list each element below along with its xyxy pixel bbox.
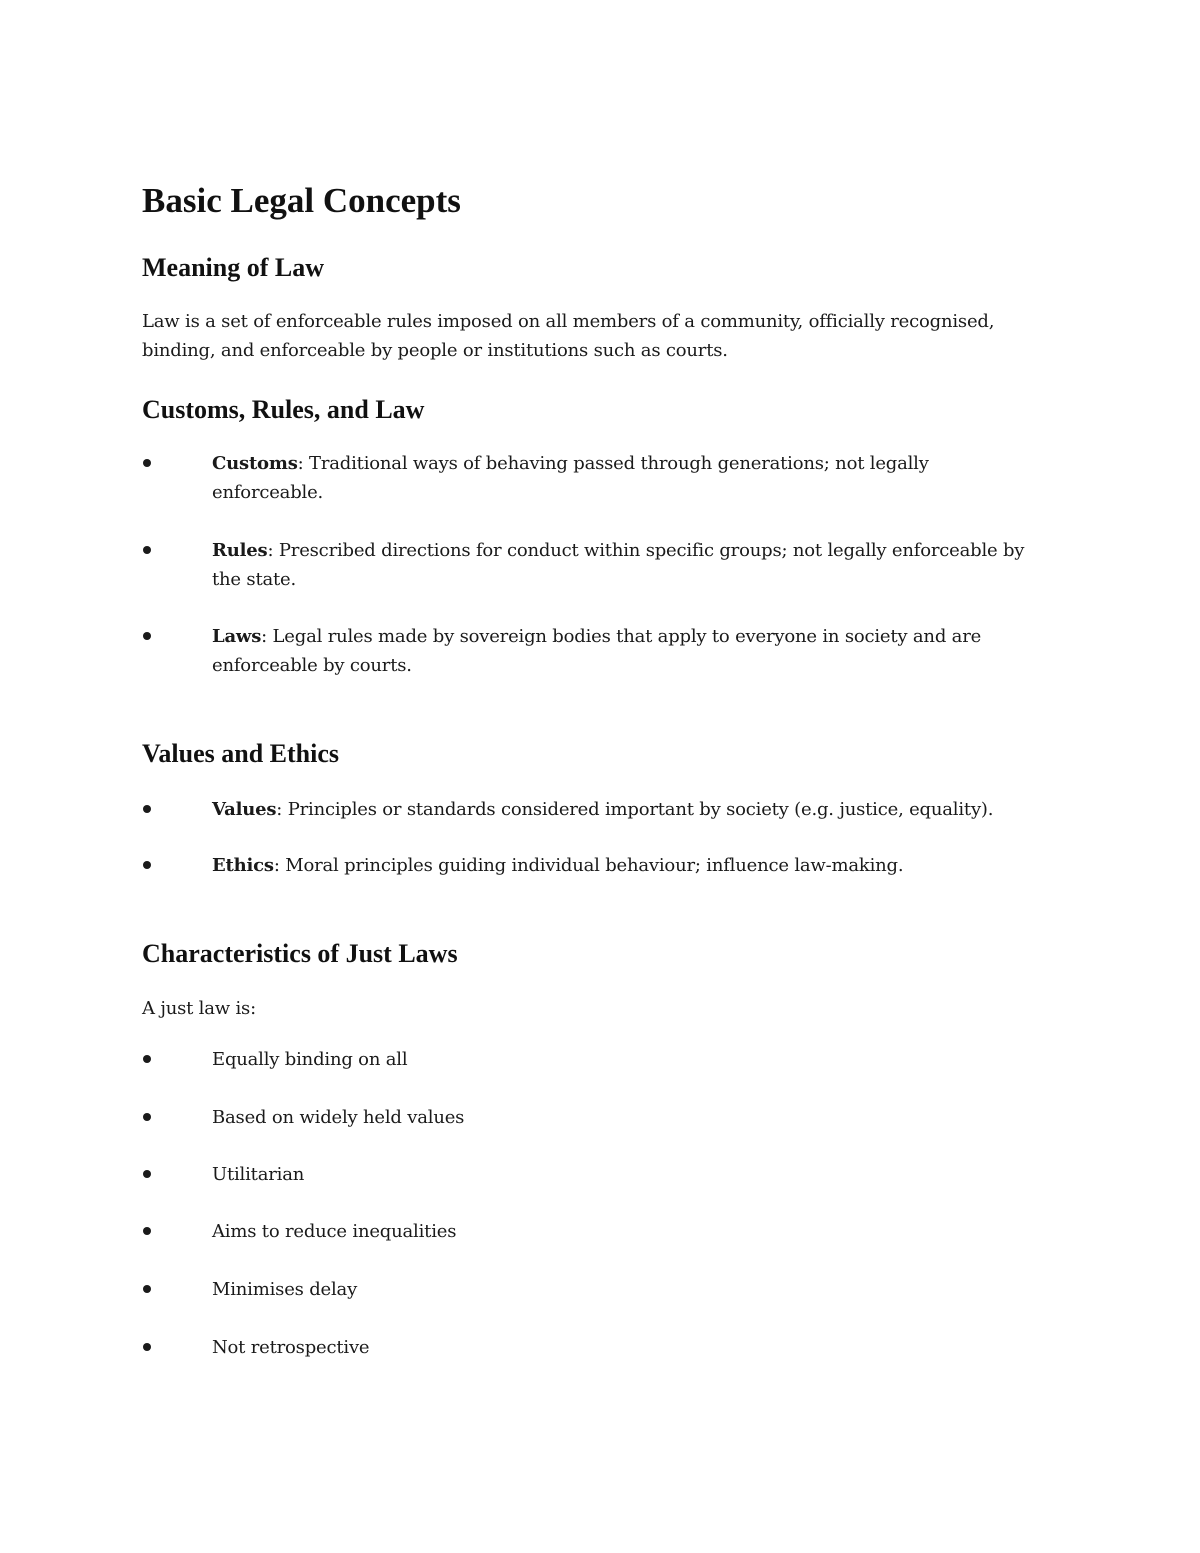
list-item: Equally binding on all bbox=[177, 1045, 1037, 1074]
section-heading-values-ethics: Values and Ethics bbox=[142, 739, 339, 768]
desc-ethics: Moral principles guiding individual behaviour; influence law-making. bbox=[279, 855, 904, 876]
desc-values: Principles or standards considered important by society (e.g. justice, equality). bbox=[282, 799, 994, 820]
term-laws: Laws bbox=[212, 626, 262, 647]
list-item-customs: Customs: Traditional ways of behaving passed through generations; not legally enforceable. bbox=[177, 449, 1037, 507]
list-item: Not retrospective bbox=[177, 1333, 1037, 1362]
list-item-values: Values: Principles or standards considered important by society (e.g. justice, equality). bbox=[177, 795, 1037, 824]
document-title: Basic Legal Concepts bbox=[142, 181, 461, 220]
desc-laws: Legal rules made by sovereign bodies that apply to everyone in society and are enforceable by courts. bbox=[212, 626, 982, 676]
bullet-icon bbox=[143, 1227, 151, 1235]
list-item: Aims to reduce inequalities bbox=[177, 1217, 1037, 1246]
term-ethics: Ethics bbox=[212, 855, 274, 876]
list-item: Utilitarian bbox=[177, 1160, 1037, 1189]
bullet-icon bbox=[143, 1343, 151, 1351]
section-heading-customs-rules-law: Customs, Rules, and Law bbox=[142, 395, 425, 424]
section-heading-just-laws: Characteristics of Just Laws bbox=[142, 939, 458, 968]
section-heading-meaning-of-law: Meaning of Law bbox=[142, 253, 324, 282]
bullet-icon bbox=[143, 546, 151, 554]
meaning-of-law-paragraph: Law is a set of enforceable rules imposed on all members of a community, officially recognised, binding, and enforceable by people or institutions such as courts. bbox=[142, 311, 995, 361]
list-item-laws: Laws: Legal rules made by sovereign bodies that apply to everyone in society and are enforceable by courts. bbox=[177, 622, 1037, 680]
bullet-icon bbox=[143, 805, 151, 813]
term-rules: Rules bbox=[212, 540, 268, 561]
list-item-rules: Rules: Prescribed directions for conduct within specific groups; not legally enforceable by the state. bbox=[177, 536, 1037, 594]
list-item-ethics: Ethics: Moral principles guiding individual behaviour; influence law-making. bbox=[177, 851, 1037, 880]
bullet-icon bbox=[143, 1170, 151, 1178]
term-values: Values bbox=[212, 799, 277, 820]
bullet-icon bbox=[143, 459, 151, 467]
bullet-icon bbox=[143, 1055, 151, 1063]
bullet-icon bbox=[143, 1113, 151, 1121]
bullet-icon bbox=[143, 1285, 151, 1293]
list-item: Based on widely held values bbox=[177, 1103, 1037, 1132]
just-laws-intro: A just law is: bbox=[142, 998, 256, 1019]
term-customs: Customs bbox=[212, 453, 298, 474]
bullet-icon bbox=[143, 632, 151, 640]
desc-rules: Prescribed directions for conduct within specific groups; not legally enforceable by the state. bbox=[212, 540, 1025, 590]
list-item: Minimises delay bbox=[177, 1275, 1037, 1304]
bullet-icon bbox=[143, 861, 151, 869]
desc-customs: Traditional ways of behaving passed through generations; not legally enforceable. bbox=[212, 453, 929, 503]
